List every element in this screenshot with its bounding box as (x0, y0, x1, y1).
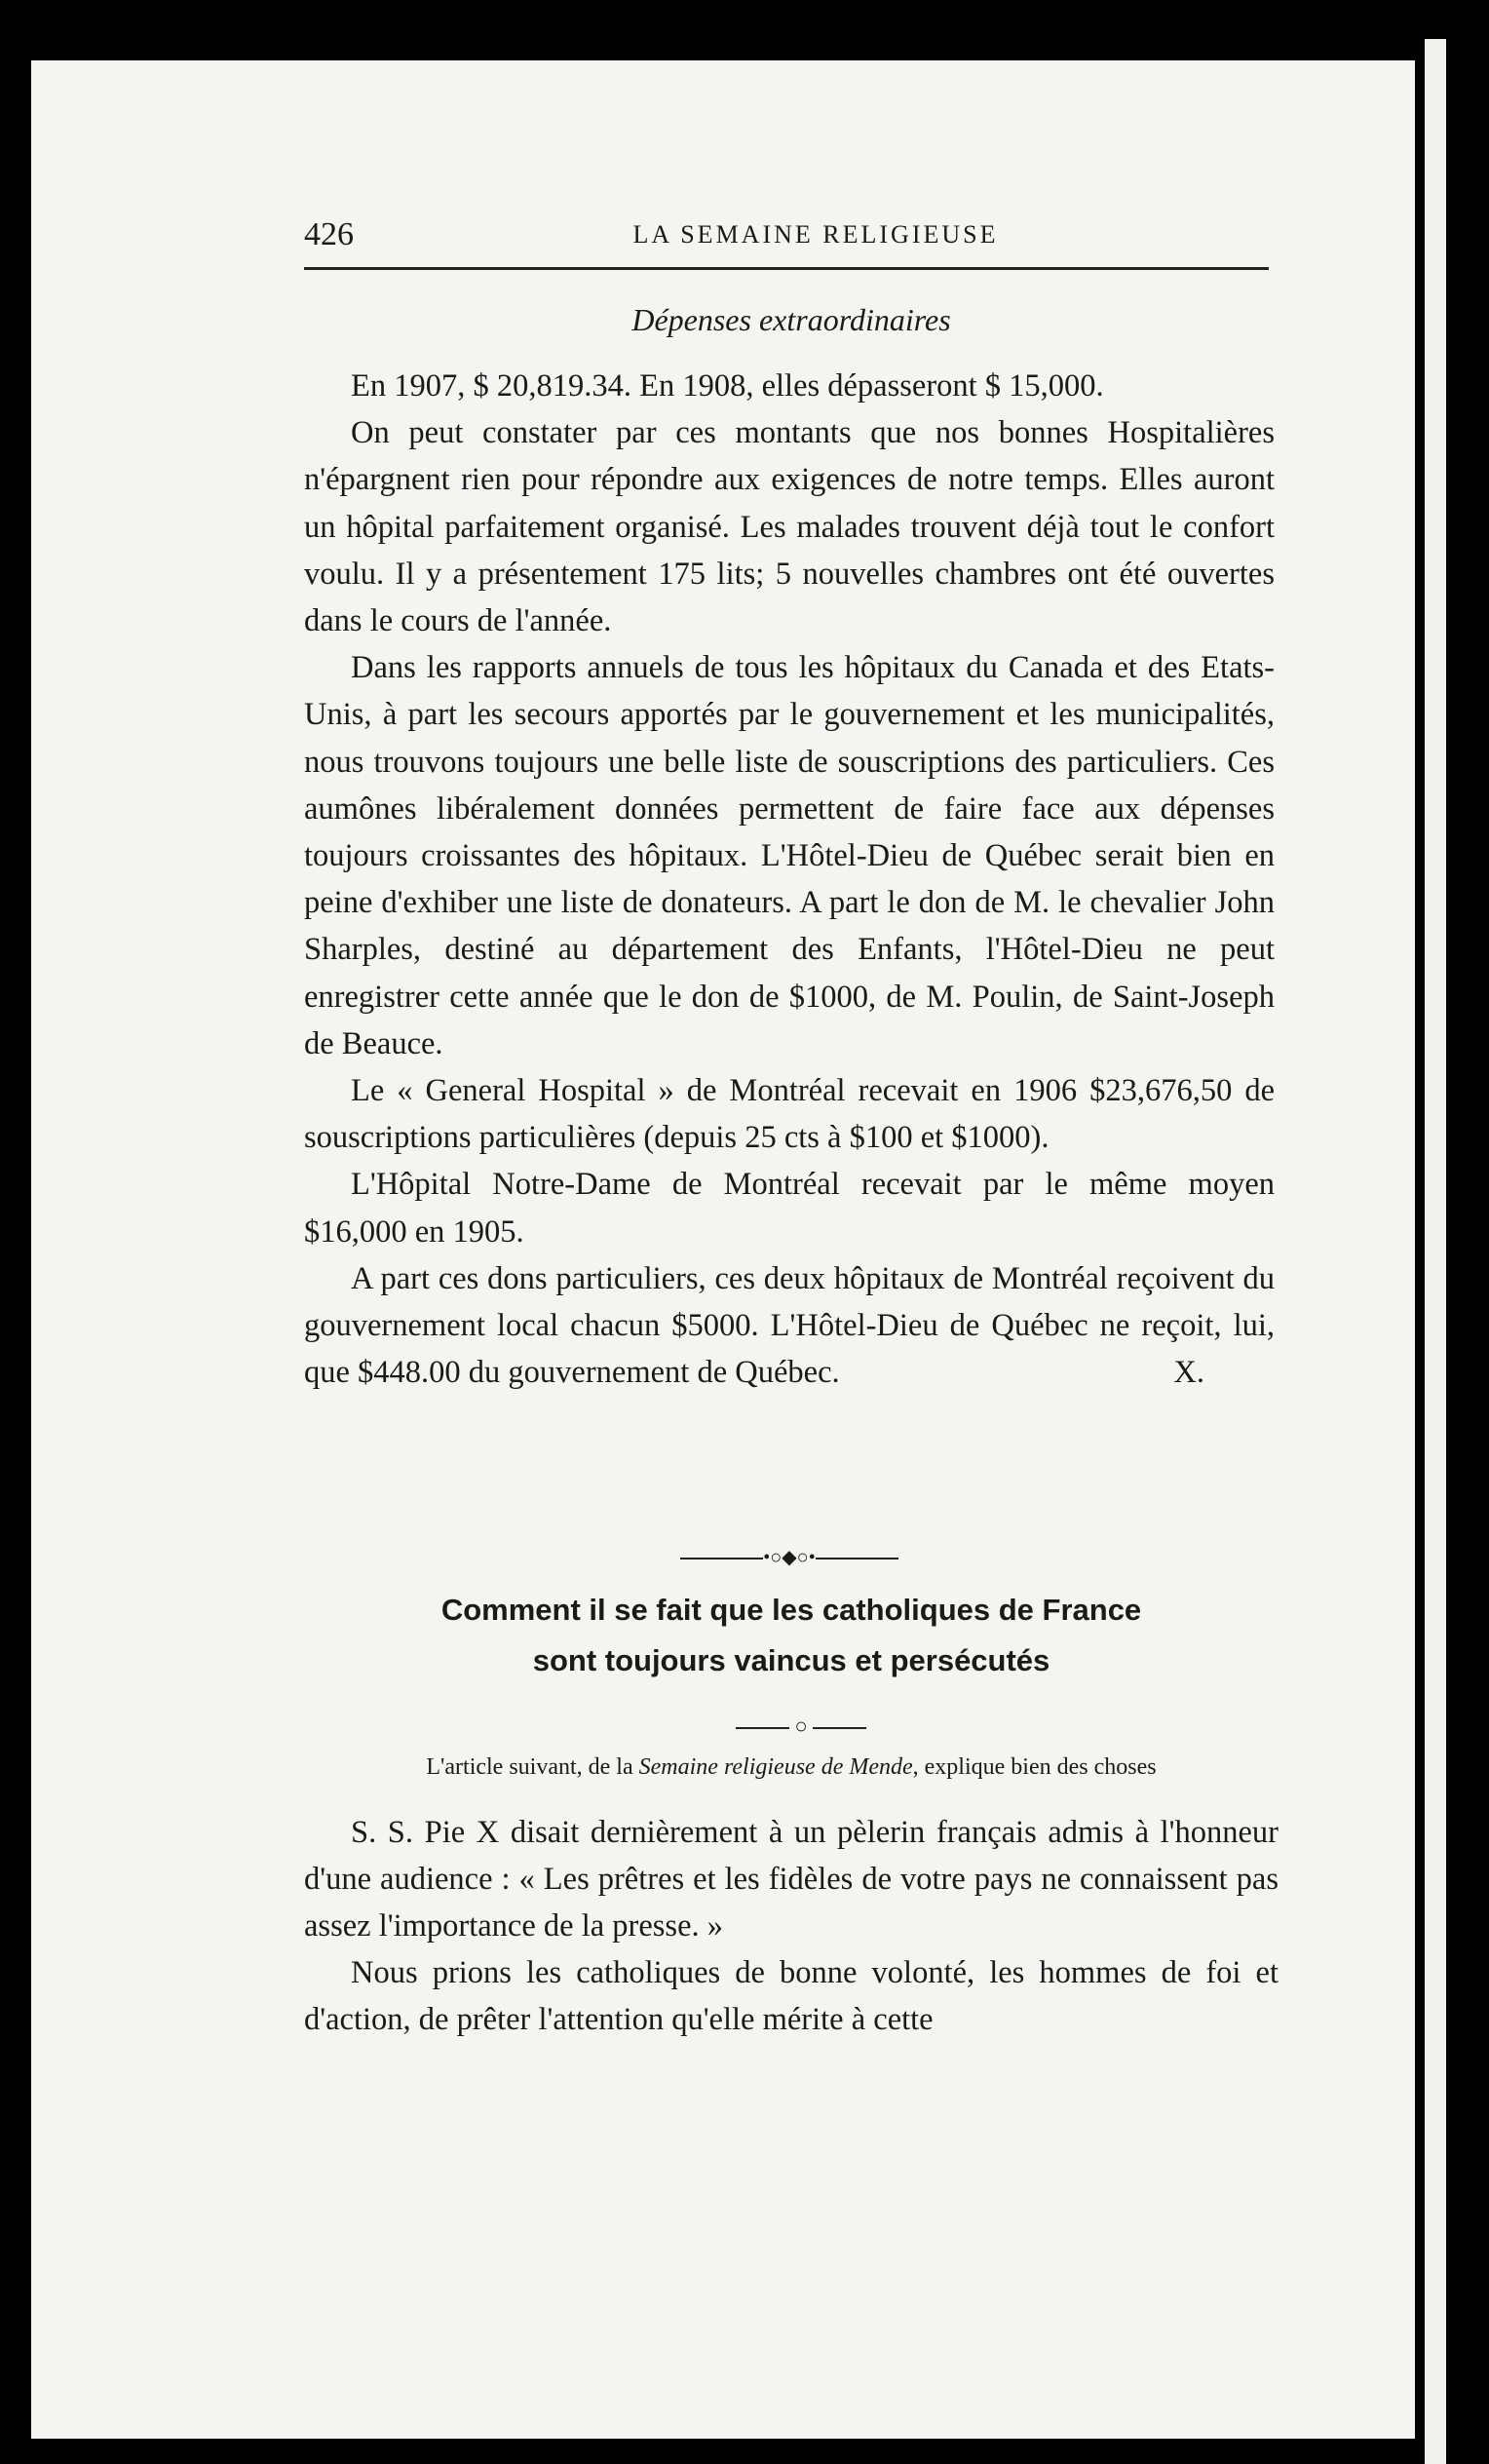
paragraph: Nous prions les catholiques de bonne volonté, les hommes de foi et d'action, de prêter l'attention qu'elle mérite à cette (304, 1955, 1279, 2037)
paragraph: L'Hôpital Notre-Dame de Montréal recevait par le même moyen $16,000 en 1905. (304, 1167, 1275, 1250)
article-body-2 (304, 1809, 1279, 2043)
paragraph: S. S. Pie X disait dernièrement à un pèlerin français admis à l'honneur d'une audience : « Les prêtres et les fidèles de votre pays ne connaissent pas assez l'importance de la presse. » (304, 1815, 1279, 1944)
article-body-1 (304, 363, 1275, 1397)
running-title: LA SEMAINE RELIGIEUSE (632, 220, 999, 249)
page-number: 426 (304, 216, 354, 252)
section-heading: Dépenses extraordinaires (631, 302, 951, 337)
next-page-edge (1425, 39, 1446, 2464)
paragraph: On peut constater par ces montants que nos bonnes Hospitalières n'épargnent rien pour répondre aux exigences de notre temps. Elles auront un hôpital parfaitement organisé. Les malades trouvent déjà tout le confort voulu. Il y a présentement 175 lits; 5 nouvelles chambres ont été ouvertes dans le cours de l'année. (304, 415, 1275, 639)
article-title-line: Comment il se fait que les catholiques de France (440, 1593, 1142, 1627)
article-intro (304, 1754, 1279, 1781)
running-header (304, 207, 1269, 270)
article-title (304, 1585, 1279, 1686)
paragraph: A part ces dons particuliers, ces deux hôpitaux de Montréal reçoivent du gouvernement local chacun $5000. L'Hôtel-Dieu de Québec ne reçoit, lui, que $448.00 du gouvernement de Québec. (304, 1260, 1275, 1391)
paragraph: Le « General Hospital » de Montréal recevait en 1906 $23,676,50 de souscriptions particulières (depuis 25 cts à $100 et $1000). (304, 1073, 1275, 1156)
title-separator (723, 1713, 879, 1739)
article-title-line: sont toujours vaincus et persécutés (532, 1643, 1050, 1677)
paragraph: En 1907, $ 20,819.34. En 1908, elles dépasseront $ 15,000. (351, 368, 1104, 404)
intro-text: L'article suivant, de la (426, 1754, 639, 1780)
ornament-icon: •○◆○• (763, 1547, 816, 1568)
circle-ornament-icon: ○ (794, 1713, 808, 1738)
signature: X. (1173, 1355, 1204, 1391)
intro-source: Semaine religieuse de Mende (638, 1754, 913, 1780)
intro-text: , explique bien des choses (912, 1754, 1157, 1780)
section-separator (672, 1546, 906, 1569)
paragraph: Dans les rapports annuels de tous les hôpitaux du Canada et des Etats-Unis, à part les secours apportés par le gouvernement et les municipalités, nous trouvons toujours une belle liste de souscriptions des particuliers. Ces aumônes libéralement données permettent de faire face aux dépenses toujours croissantes des hôpitaux. L'Hôtel-Dieu de Québec serait bien en peine d'exhiber une liste de donateurs. A part le don de M. le chevalier John Sharples, destiné au département des Enfants, l'Hôtel-Dieu ne peut enregistrer cette année que le don de $1000, de M. Poulin, de Saint-Joseph de Beauce. (304, 650, 1275, 1061)
